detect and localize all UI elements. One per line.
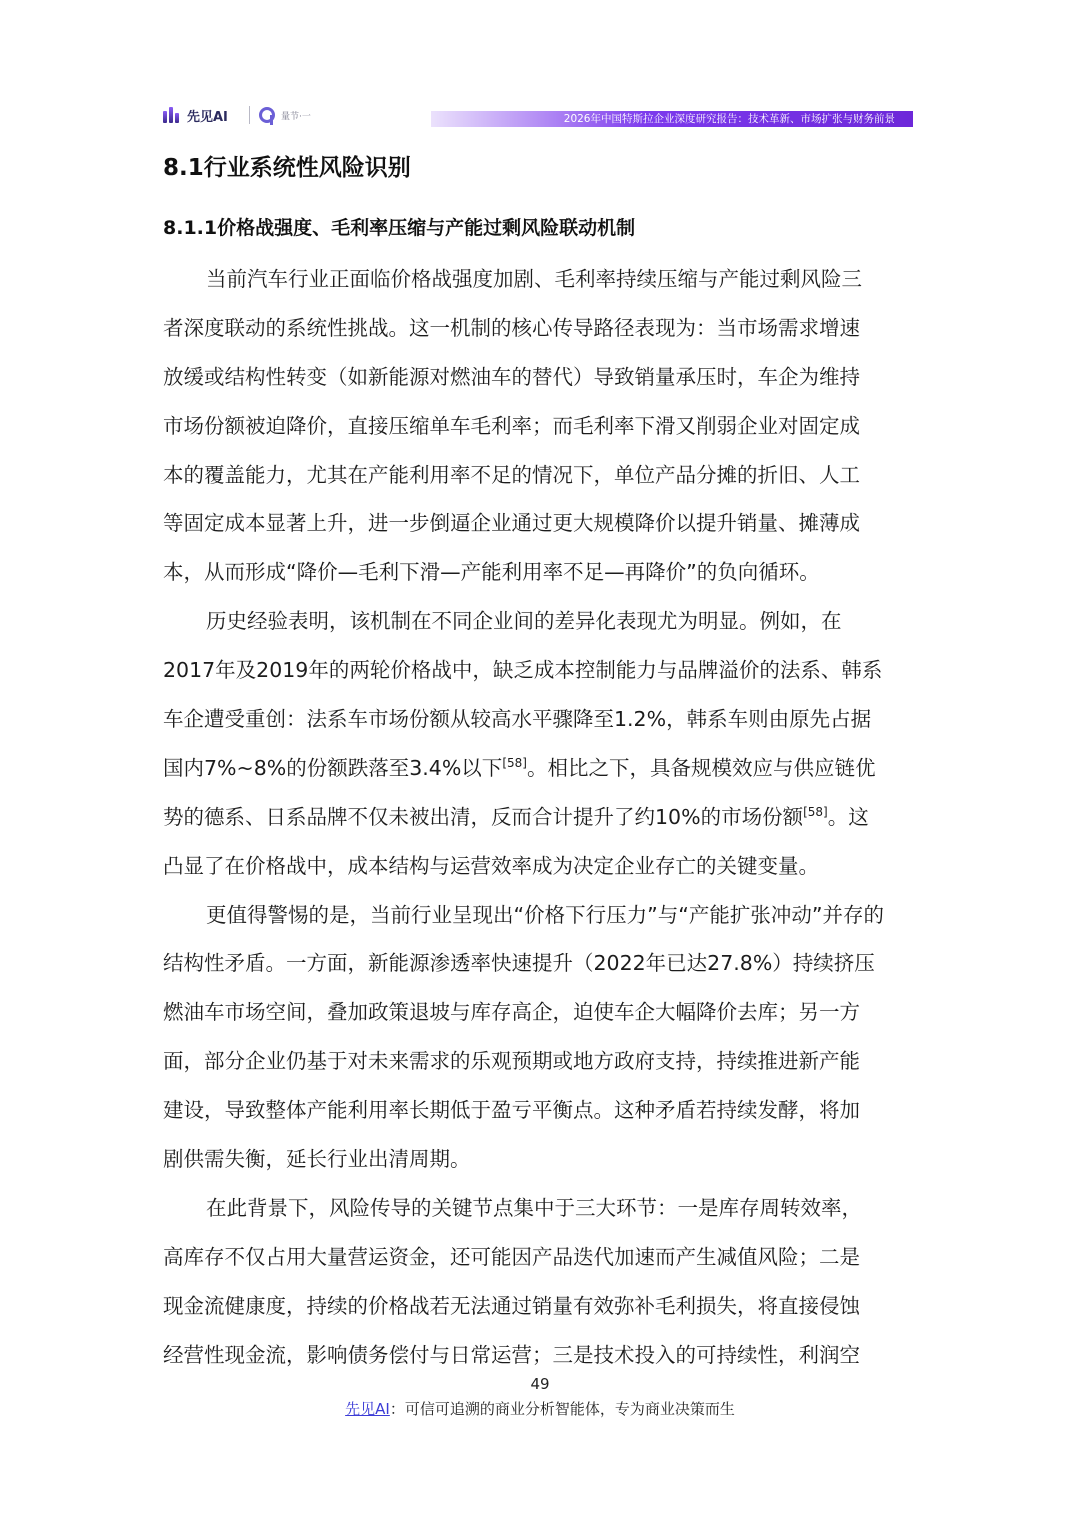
section-heading: 8.1行业系统性风险识别 <box>163 155 411 181</box>
paragraph-3-line-4: 面，部分企业仍基于对未来需求的乐观预期或地方政府支持，持续推进新产能 <box>163 1049 860 1074</box>
paragraph-3-line-3: 燃油车市场空间，叠加政策退坡与库存高企，迫使车企大幅降价去库；另一方 <box>163 1000 860 1025</box>
paragraph-2-line-4 <box>163 744 923 793</box>
paragraph-2-line-2: 2017年及2019年的两轮价格战中，缺乏成本控制能力与品牌溢价的法系、韩系 <box>163 658 883 683</box>
paragraph-1-line-1: 当前汽车行业正面临价格战强度加剧、毛利率持续压缩与产能过剩风险三 <box>206 267 862 291</box>
paragraph-4-line-4: 经营性现金流，影响债务偿付与日常运营；三是技术投入的可持续性，利润空 <box>163 1342 860 1367</box>
paragraph-4-line-3: 现金流健康度，持续的价格战若无法通过销量有效弥补毛利损失，将直接侵蚀 <box>163 1293 860 1318</box>
paragraph-4-line-1: 在此背景下，风险传导的关键节点集中于三大环节：一是库存周转效率， <box>206 1195 862 1220</box>
partner-logo-icon <box>259 107 275 123</box>
paragraph-1-line-4: 市场份额被迫降价，直接压缩单车毛利率；而毛利率下滑又削弱企业对固定成 <box>163 413 860 438</box>
paragraph-1-line-6: 等固定成本显著上升，进一步倒逼企业通过更大规模降价以提升销量、摊薄成 <box>163 511 860 536</box>
brand-link[interactable]: 先见AI <box>345 1400 390 1418</box>
paragraph-2-line-5-text: 势的德系、日系品牌不仅未被出清，反而合计提升了约10%的市场份额 <box>163 804 804 829</box>
citation-58: [58] <box>502 755 527 770</box>
page-footer <box>0 1398 1080 1420</box>
paragraph-1-line-2: 者深度联动的系统性挑战。这一机制的核心传导路径表现为：当市场需求增速 <box>163 315 860 340</box>
logo-divider <box>249 106 250 124</box>
paragraph-2-line-4-tail: 。相比之下，具备规模效应与供应链优 <box>526 755 876 780</box>
paragraph-1-line-5: 本的覆盖能力，尤其在产能利用率不足的情况下，单位产品分摊的折旧、人工 <box>163 462 860 487</box>
paragraph-2-line-3: 车企遭受重创：法系车市场份额从较高水平骤降至1.2%，韩系车则由原先占据 <box>163 707 872 732</box>
xianjian-logo <box>163 104 228 126</box>
logo-text: 先见AI <box>187 109 228 125</box>
paragraph-2-line-5 <box>163 793 923 842</box>
paragraph-3-line-1: 更值得警惕的是，当前行业呈现出“价格下行压力”与“产能扩张冲动”并存的 <box>206 902 884 927</box>
paragraph-1-line-3: 放缓或结构性转变（如新能源对燃油车的替代）导致销量承压时，车企为维持 <box>163 364 860 389</box>
paragraph-2-line-4-text: 国内7%~8%的份额跌落至3.4%以下 <box>163 755 503 780</box>
partner-logo-text: 量节·一 <box>281 111 311 122</box>
paragraph-3-line-6: 剧供需失衡，延长行业出清周期。 <box>163 1147 471 1172</box>
header-title-bar <box>431 111 913 127</box>
paragraph-2-line-6: 凸显了在价格战中，成本结构与运营效率成为决定企业存亡的关键变量。 <box>163 853 819 878</box>
partner-logo <box>259 104 311 126</box>
paragraph-4-line-2: 高库存不仅占用大量营运资金，还可能因产品迭代加速而产生减值风险；二是 <box>163 1244 860 1269</box>
page-number: 49 <box>530 1375 550 1393</box>
body-text <box>163 255 923 1379</box>
paragraph-3-line-2: 结构性矛盾。一方面，新能源渗透率快速提升（2022年已达27.8%）持续挤压 <box>163 951 875 976</box>
page-header <box>163 100 913 130</box>
citation-58: [58] <box>803 804 828 819</box>
paragraph-1-line-7: 本，从而形成“降价—毛利下滑—产能利用率不足—再降价”的负向循环。 <box>163 560 820 585</box>
footer-tagline: ：可信可追溯的商业分析智能体，专为商业决策而生 <box>389 1400 735 1418</box>
paragraph-2-line-1: 历史经验表明，该机制在不同企业间的差异化表现尤为明显。例如，在 <box>206 609 842 634</box>
paragraph-2-line-5-tail: 。这 <box>827 804 869 829</box>
report-title: 2026年中国特斯拉企业深度研究报告：技术革新、市场扩张与财务前景 <box>563 113 895 125</box>
xianjian-logo-icon <box>163 105 183 125</box>
paragraph-3-line-5: 建设，导致整体产能利用率长期低于盈亏平衡点。这种矛盾若持续发酵，将加 <box>163 1098 860 1123</box>
subsection-heading: 8.1.1价格战强度、毛利率压缩与产能过剩风险联动机制 <box>163 217 636 239</box>
